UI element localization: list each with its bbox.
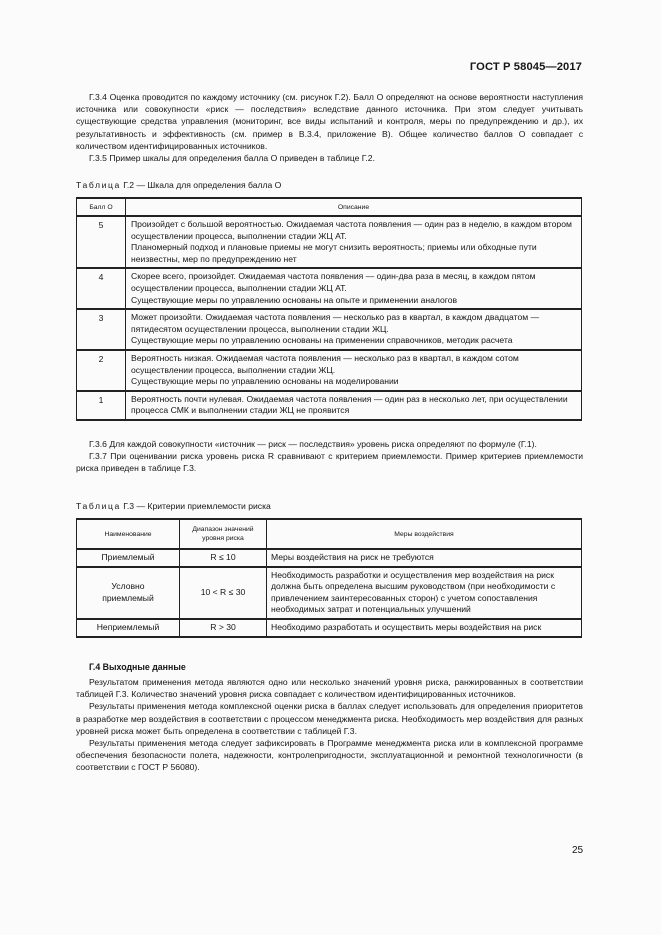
table-g2-desc (126, 268, 582, 309)
table-g2-col-desc: Описание (126, 198, 582, 216)
table-g3-measures: Необходимость разработки и осуществления мер воздействия на риск должна быть определена высшим руководством (при необходимости с привлечением заинтересованных сторон) с учетом сопоставления необходимых затрат и потенциальных улучшений (267, 567, 582, 619)
table-g3-range: R > 30 (180, 619, 267, 637)
paragraph-g3-4: Г.3.4 Оценка проводится по каждому источнику (см. рисунок Г.2). Балл О определяют на основе вероятности наступления источника или совокупности «риск — последствия» вследствие данного источника. При этом следует учитывать существующие средства управления (мониторинг, все виды испытаний и контроля, меры по предупреждению и др.), их результативность и эффективность (см. пример в В.3.4, приложение В). Общее количество баллов О совпадает с количеством идентифицированных источников. (76, 92, 583, 151)
section-g4-text (76, 676, 583, 774)
table-g3 (76, 518, 582, 638)
table-g3-name: Приемлемый (77, 549, 180, 567)
table-row (77, 549, 582, 567)
table-g2-desc-line: Вероятность низкая. Ожидаемая частота появления — несколько раз в квартал, в каждом сотом осуществлении процесса, выполнении стадии ЖЦ. (131, 352, 519, 375)
table-g2-desc (126, 391, 582, 420)
paragraph-g3-5: Г.3.5 Пример шкалы для определения балла О приведен в таблице Г.2. (89, 153, 375, 164)
table-g3-col-measures: Меры воздействия (267, 519, 582, 549)
table-g2-desc-line: Вероятность почти нулевая. Ожидаемая частота появления — один раз в несколько лет, при осуществлении процесса СМК и выполнении стадии ЖЦ не проявится (131, 393, 568, 416)
section-g3-text-b (76, 438, 583, 475)
table-g2-desc-line: Существующие меры по управлению основаны на применении справочников, методик расчета (131, 335, 513, 346)
paragraph-g3-7: Г.3.7 При оценивании риска уровень риска R сравнивают с критерием приемлемости. Пример критериев приемлемости риска приведен в таблице Г.3. (76, 451, 583, 474)
table-g3-range: R ≤ 10 (180, 549, 267, 567)
table-g2-caption (76, 179, 281, 191)
table-g3-measures: Меры воздействия на риск не требуются (267, 549, 582, 567)
table-g3-caption-text: Г.3 — Критерии приемлемости риска (120, 501, 271, 511)
table-g2-score: 1 (77, 391, 126, 420)
table-g3-caption (76, 500, 271, 512)
table-g2-desc-line: Существующие меры по управлению основаны на моделировании (131, 376, 399, 387)
table-g3-range: 10 < R ≤ 30 (180, 567, 267, 619)
table-g2-desc (126, 309, 582, 350)
table-g2-desc-line: Скорее всего, произойдет. Ожидаемая частота появления — один-два раза в месяц, в каждом пятом осуществлении процесса, выполнении стадии ЖЦ АТ. (131, 271, 536, 293)
table-g2 (76, 197, 582, 421)
table-g2-desc (126, 350, 582, 391)
table-row (77, 268, 582, 309)
table-row (77, 350, 582, 391)
table-g2-score: 2 (77, 350, 126, 391)
table-row (77, 216, 582, 268)
table-g2-desc-line: Произойдет с большой вероятностью. Ожидаемая частота появления — один раз в неделю, в каждом втором осуществлении процесса, выполнении стадии ЖЦ АТ. (131, 219, 572, 241)
table-g2-score: 5 (77, 216, 126, 268)
paragraph-g4-1: Результатом применения метода являются одно или несколько значений уровня риска, ранжированных в соответствии таблицей Г.3. Количество значений уровня риска совпадает с количеством идентифицированных источников. (76, 677, 583, 700)
table-g3-name: Неприемлемый (77, 619, 180, 637)
table-row (77, 309, 582, 350)
table-g2-score: 3 (77, 309, 126, 350)
standard-header: ГОСТ Р 58045—2017 (469, 61, 582, 73)
table-g2-header-row (77, 198, 582, 216)
table-g2-desc-line: Существующие меры по управлению основаны на опыте и применении аналогов (131, 294, 458, 305)
section-g4-heading: Г.4 Выходные данные (89, 662, 186, 672)
table-row (77, 567, 582, 619)
table-g2-desc-line: Может произойти. Ожидаемая частота появления — несколько раз в квартал, в каждом двадцатом — пятидесятом осуществлении процесса, выполнении стадии ЖЦ. (131, 312, 540, 334)
table-row (77, 391, 582, 420)
table-g3-measures: Необходимо разработать и осуществить меры воздействия на риск (267, 619, 582, 637)
table-g2-caption-text: Г.2 — Шкала для определения балла О (120, 180, 282, 190)
table-g2-col-score: Балл О (77, 198, 126, 216)
table-g3-col-range: Диапазон значений уровня риска (180, 519, 267, 549)
paragraph-g4-2: Результаты применения метода комплексной оценки риска в баллах следует использовать для определения приоритетов в разработке мер воздействия в соответствии с процессом менеджмента риска. Необходимость мер воздействия для разных уровней риска может быть определена в соответствии с таблицей Г.3. (76, 701, 583, 736)
table-g2-desc-line: Планомерный подход и плановые приемы не могут снизить вероятность; приемы или обходные пути неизвестны, мер по предупреждению нет (131, 242, 537, 264)
section-g3-text (76, 91, 583, 164)
page-number: 25 (572, 845, 584, 856)
table-row (77, 619, 582, 637)
paragraph-g3-6: Г.3.6 Для каждой совокупности «источник — риск — последствия» уровень риска определяют по формуле (Г.1). (89, 439, 537, 449)
table-g3-caption-prefix: Таблица (76, 501, 121, 511)
table-g3-col-name: Наименование (77, 519, 180, 549)
table-g2-caption-prefix: Таблица (76, 180, 121, 190)
table-g2-desc (126, 216, 582, 268)
paragraph-g4-3: Результаты применения метода следует зафиксировать в Программе менеджмента риска или в комплексной программе обеспечения безопасности полета, надежности, контролепригодности, эксплуатационной и ремонтной технологичности (в соответствии с ГОСТ Р 56080). (76, 738, 583, 773)
table-g2-score: 4 (77, 268, 126, 309)
table-g3-name: Условно приемлемый (77, 567, 180, 619)
table-g3-header-row (77, 519, 582, 549)
